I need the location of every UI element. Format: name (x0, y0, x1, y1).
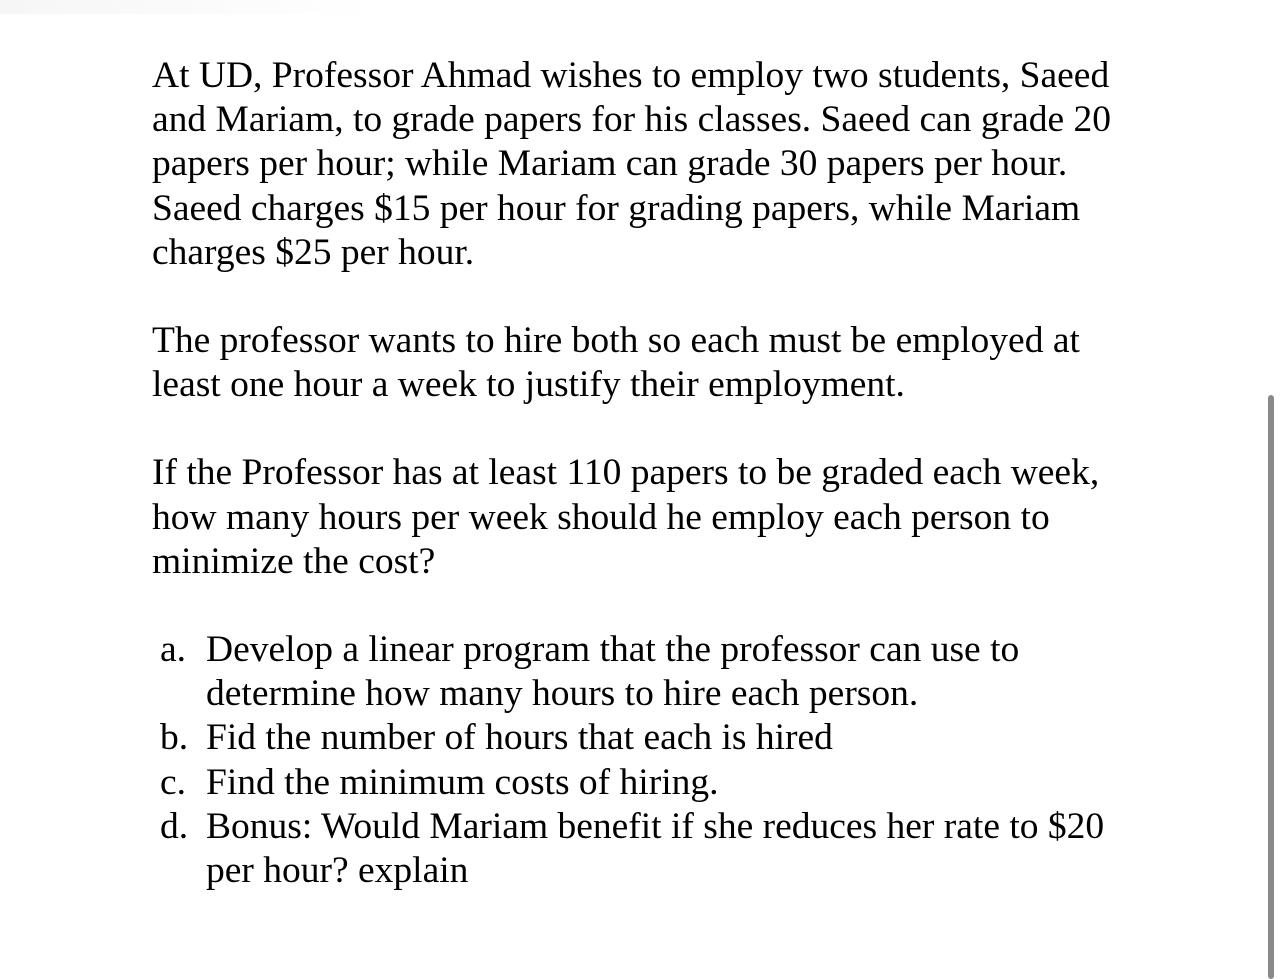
problem-text (152, 54, 1152, 893)
text-line: charges $25 per hour. (152, 231, 475, 273)
text-line: minimize the cost? (152, 540, 436, 582)
text-line: least one hour a week to justify their employment. (152, 364, 905, 406)
text-line: Find the minimum costs of hiring. (206, 761, 719, 803)
text-line: how many hours per week should he employ each person to (152, 496, 1050, 538)
list-marker: a. (160, 629, 187, 671)
list-marker: d. (160, 805, 189, 847)
question-item-c (160, 761, 1152, 805)
text-line: and Mariam, to grade papers for his classes. Saeed can grade 20 (152, 99, 1112, 141)
question-item-a (160, 628, 1152, 716)
vertical-scrollbar[interactable] (1268, 395, 1274, 979)
question-list (152, 628, 1152, 893)
text-line: papers per hour; while Mariam can grade 30 papers per hour. (152, 143, 1068, 185)
question-item-b (160, 716, 1152, 760)
paragraph-question (152, 451, 1152, 584)
paragraph-intro (152, 54, 1152, 275)
list-marker: c. (160, 761, 187, 803)
text-line: At UD, Professor Ahmad wishes to employ two students, Saeed (152, 55, 1110, 96)
text-line: Saeed charges $15 per hour for grading papers, while Mariam (152, 187, 1081, 229)
top-shadow (0, 0, 380, 14)
paragraph-constraint (152, 319, 1152, 407)
question-item-d (160, 805, 1152, 893)
text-line: Fid the number of hours that each is hired (206, 717, 833, 759)
text-line: determine how many hours to hire each person. (206, 673, 919, 715)
text-line: If the Professor has at least 110 papers to be graded each week, (152, 452, 1100, 494)
text-line: The professor wants to hire both so each must be employed at (152, 320, 1080, 362)
text-line: per hour? explain (206, 850, 469, 892)
list-marker: b. (160, 717, 189, 759)
text-line: Develop a linear program that the professor can use to (206, 629, 1020, 671)
text-line: Bonus: Would Mariam benefit if she reduces her rate to $20 (206, 805, 1105, 847)
